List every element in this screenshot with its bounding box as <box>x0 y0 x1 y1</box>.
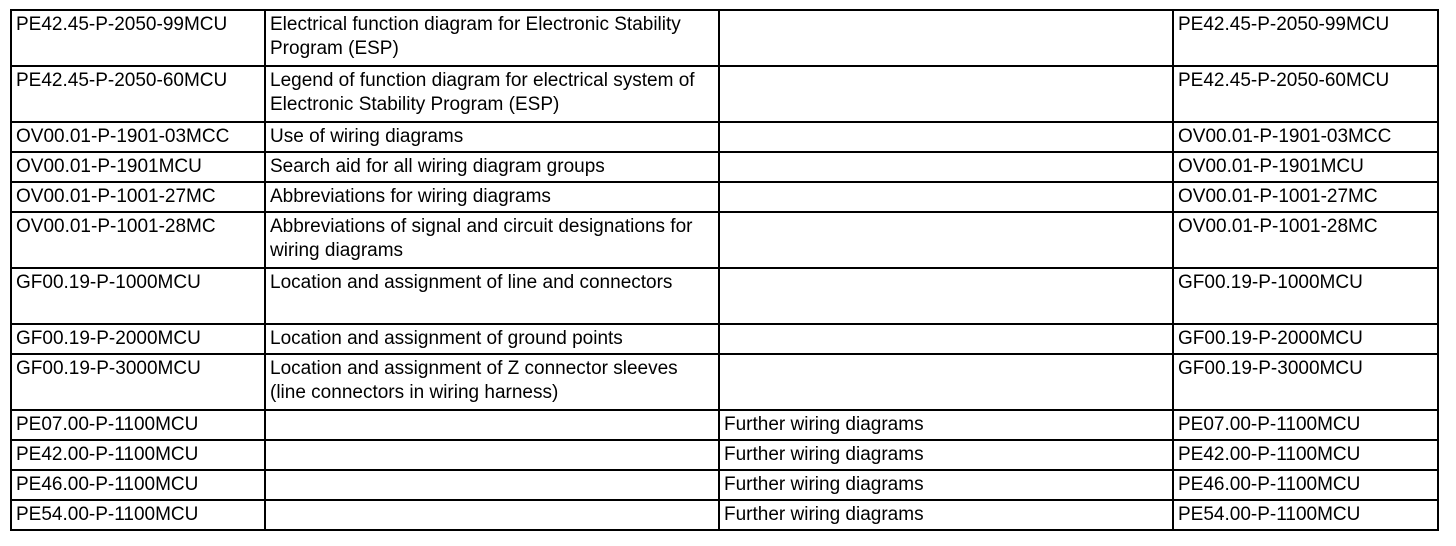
note-cell <box>719 122 1173 152</box>
table-row <box>11 500 1438 530</box>
document-number-cell: PE07.00-P-1100MCU <box>11 410 265 440</box>
reference-link[interactable]: GF00.19-P-3000MCU <box>1173 354 1438 410</box>
reference-link[interactable]: PE42.45-P-2050-99MCU <box>1173 10 1438 66</box>
reference-link[interactable]: OV00.01-P-1901MCU <box>1173 152 1438 182</box>
document-title-cell: Electrical function diagram for Electronic Stability Program (ESP) <box>265 10 719 66</box>
note-cell <box>719 354 1173 410</box>
document-number-cell: GF00.19-P-2000MCU <box>11 324 265 354</box>
reference-link[interactable]: PE46.00-P-1100MCU <box>1173 470 1438 500</box>
table-row <box>11 182 1438 212</box>
wiring-diagram-reference-table <box>10 9 1439 531</box>
note-cell: Further wiring diagrams <box>719 470 1173 500</box>
document-number-cell: GF00.19-P-1000MCU <box>11 268 265 324</box>
table-row <box>11 122 1438 152</box>
note-cell: Further wiring diagrams <box>719 410 1173 440</box>
table-row <box>11 66 1438 122</box>
reference-link[interactable]: OV00.01-P-1001-28MC <box>1173 212 1438 268</box>
note-cell <box>719 152 1173 182</box>
note-cell <box>719 182 1173 212</box>
document-title-cell: Abbreviations of signal and circuit designations for wiring diagrams <box>265 212 719 268</box>
document-title-cell: Location and assignment of line and connectors <box>265 268 719 324</box>
document-number-cell: PE42.45-P-2050-99MCU <box>11 10 265 66</box>
document-title-cell <box>265 500 719 530</box>
note-cell <box>719 268 1173 324</box>
document-number-cell: OV00.01-P-1901-03MCC <box>11 122 265 152</box>
table-row <box>11 152 1438 182</box>
document-title-cell: Search aid for all wiring diagram groups <box>265 152 719 182</box>
reference-link[interactable]: PE54.00-P-1100MCU <box>1173 500 1438 530</box>
reference-link[interactable]: PE42.45-P-2050-60MCU <box>1173 66 1438 122</box>
note-cell <box>719 10 1173 66</box>
table-row <box>11 268 1438 324</box>
note-cell <box>719 212 1173 268</box>
note-cell <box>719 66 1173 122</box>
table-row <box>11 440 1438 470</box>
reference-link[interactable]: GF00.19-P-2000MCU <box>1173 324 1438 354</box>
reference-link[interactable]: OV00.01-P-1901-03MCC <box>1173 122 1438 152</box>
document-title-cell: Abbreviations for wiring diagrams <box>265 182 719 212</box>
document-number-cell: GF00.19-P-3000MCU <box>11 354 265 410</box>
note-cell <box>719 324 1173 354</box>
document-number-cell: PE42.45-P-2050-60MCU <box>11 66 265 122</box>
table-row <box>11 354 1438 410</box>
document-number-cell: OV00.01-P-1901MCU <box>11 152 265 182</box>
note-cell: Further wiring diagrams <box>719 500 1173 530</box>
document-title-cell <box>265 470 719 500</box>
table-row <box>11 212 1438 268</box>
document-title-cell <box>265 440 719 470</box>
document-number-cell: PE54.00-P-1100MCU <box>11 500 265 530</box>
document-title-cell <box>265 410 719 440</box>
reference-link[interactable]: PE42.00-P-1100MCU <box>1173 440 1438 470</box>
document-title-cell: Legend of function diagram for electrical system of Electronic Stability Program (ESP) <box>265 66 719 122</box>
note-cell: Further wiring diagrams <box>719 440 1173 470</box>
document-title-cell: Location and assignment of Z connector sleeves (line connectors in wiring harness) <box>265 354 719 410</box>
document-number-cell: OV00.01-P-1001-28MC <box>11 212 265 268</box>
table-row <box>11 10 1438 66</box>
table-row <box>11 470 1438 500</box>
table-row <box>11 410 1438 440</box>
document-number-cell: PE46.00-P-1100MCU <box>11 470 265 500</box>
document-title-cell: Location and assignment of ground points <box>265 324 719 354</box>
document-title-cell: Use of wiring diagrams <box>265 122 719 152</box>
reference-link[interactable]: PE07.00-P-1100MCU <box>1173 410 1438 440</box>
reference-link[interactable]: GF00.19-P-1000MCU <box>1173 268 1438 324</box>
reference-link[interactable]: OV00.01-P-1001-27MC <box>1173 182 1438 212</box>
table-row <box>11 324 1438 354</box>
document-number-cell: PE42.00-P-1100MCU <box>11 440 265 470</box>
document-number-cell: OV00.01-P-1001-27MC <box>11 182 265 212</box>
